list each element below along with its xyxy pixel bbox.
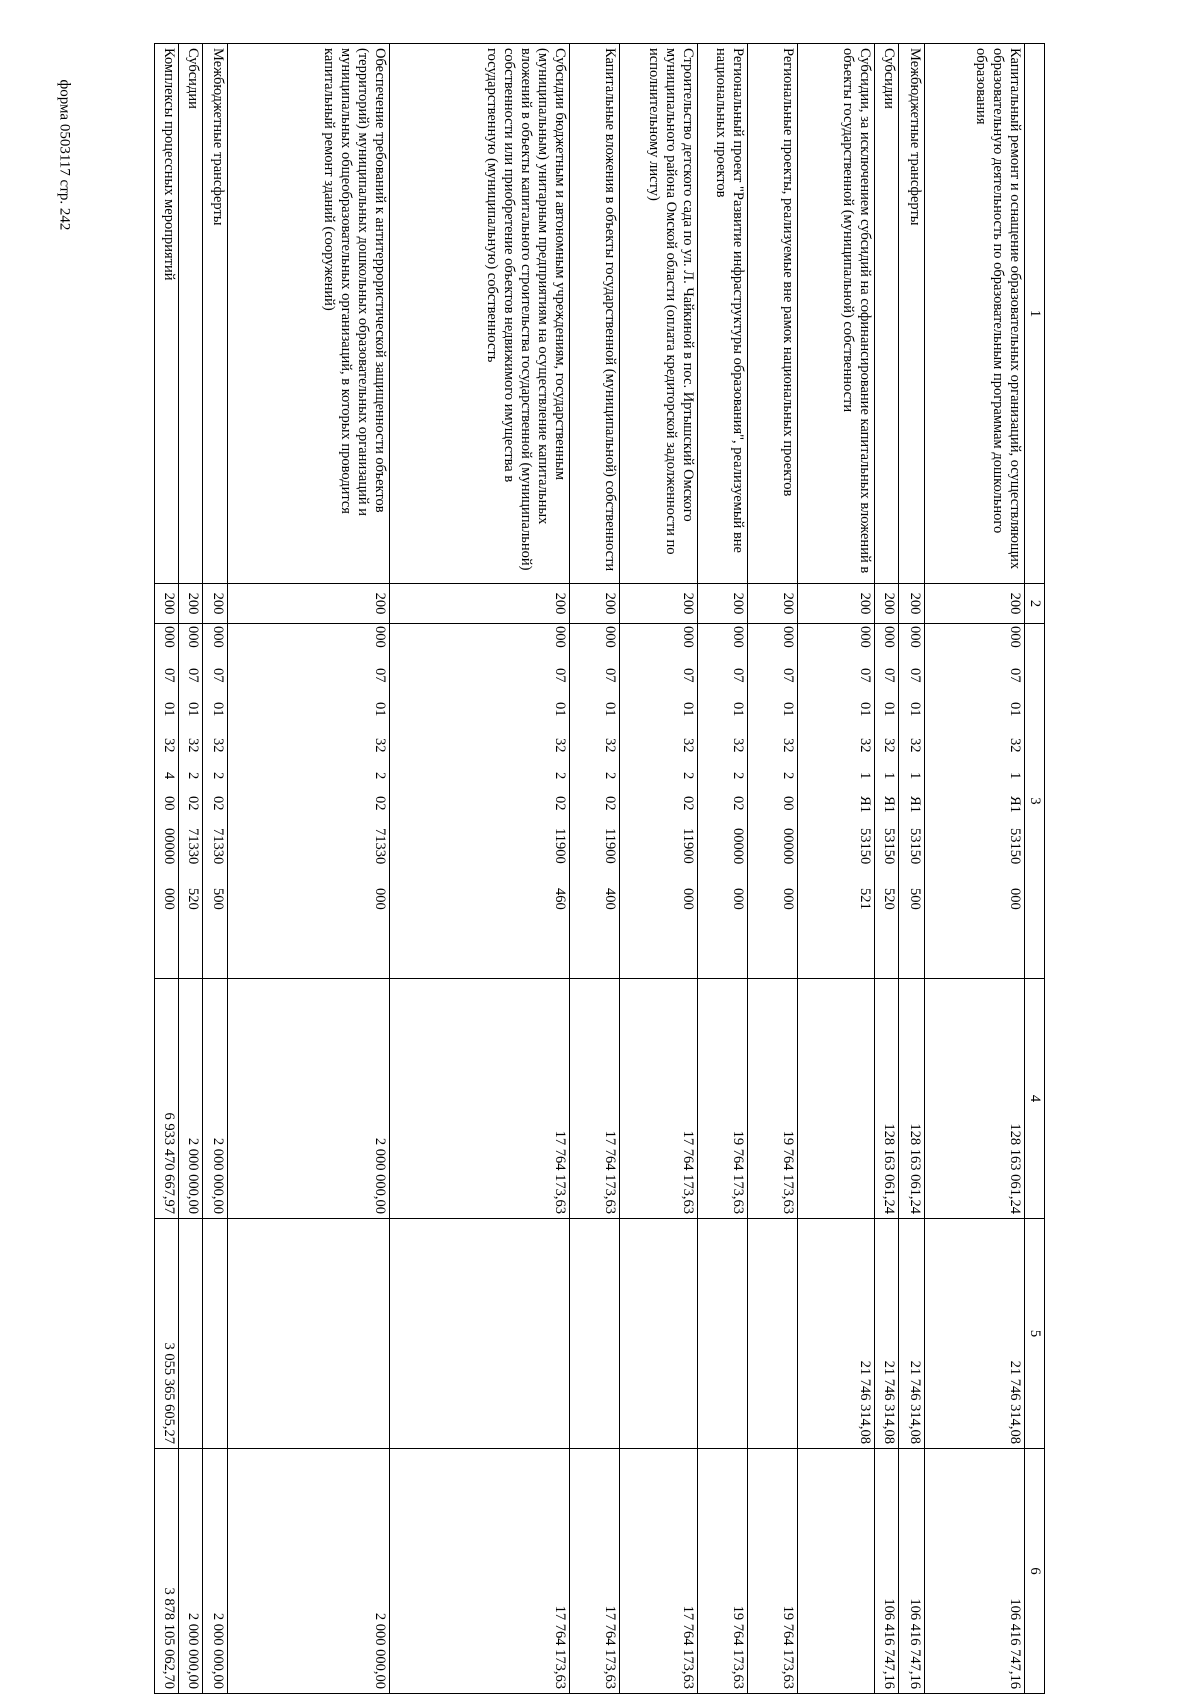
column-number-2: 2: [1025, 584, 1045, 624]
code-segment: 07: [602, 668, 618, 683]
code-segment: 1: [1007, 772, 1023, 780]
unexecuted-amount-cell: [798, 1449, 875, 1694]
table-row: [875, 44, 899, 1694]
code-segment: 32: [552, 738, 568, 753]
code-segment: 53150: [857, 828, 873, 865]
code-segment: 000: [680, 888, 696, 910]
code-segment: 000: [1007, 888, 1023, 910]
code-segment: 02: [552, 796, 568, 811]
budget-classification-code-cell: [620, 624, 698, 979]
code-segment: 00: [161, 796, 177, 811]
approved-amount-cell: [798, 979, 875, 1219]
unexecuted-amount-cell: 2 000 000,00: [228, 1449, 390, 1694]
table-row: [570, 44, 620, 1694]
code-segment: 000: [372, 888, 388, 910]
table-row: [155, 44, 179, 1694]
code-segment: 000: [881, 626, 897, 648]
code-segment: 01: [372, 702, 388, 717]
line-code-cell: 200: [875, 584, 899, 624]
code-segment: 2: [185, 772, 201, 780]
executed-amount-cell: [620, 1219, 698, 1449]
code-segment: 2: [730, 772, 746, 780]
budget-classification-code-cell: [748, 624, 798, 979]
line-code-cell: 200: [155, 584, 179, 624]
approved-amount-cell: 2 000 000,00: [179, 979, 203, 1219]
approved-amount-cell: 2 000 000,00: [203, 979, 228, 1219]
approved-amount-cell: 19 764 173,63: [698, 979, 748, 1219]
indicator-name-cell: Капитальные вложения в объекты государственной (муниципальной) собственности: [570, 44, 620, 584]
code-segment: 02: [210, 796, 226, 811]
executed-amount-cell: 21 746 314,08: [899, 1219, 925, 1449]
code-segment: 000: [602, 626, 618, 648]
code-segment: 07: [552, 668, 568, 683]
indicator-name-cell: Межбюджетные трансферты: [899, 44, 925, 584]
executed-amount-cell: [570, 1219, 620, 1449]
code-segment: 32: [372, 738, 388, 753]
table-row: [798, 44, 875, 1694]
approved-amount-cell: 128 163 061,24: [925, 979, 1025, 1219]
unexecuted-amount-cell: 2 000 000,00: [179, 1449, 203, 1694]
indicator-name-cell: Субсидии: [875, 44, 899, 584]
executed-amount-cell: [203, 1219, 228, 1449]
code-segment: 71330: [185, 828, 201, 865]
approved-amount-cell: 17 764 173,63: [620, 979, 698, 1219]
code-segment: 32: [1007, 738, 1023, 753]
indicator-name-cell: Субсидии бюджетным и автономным учреждениям, государственным (муниципальным) унитарным предприятиям на осуществление капитальных вложений в объекты капитального строительства государственной (муниципальной) собственности или приобретение объектов недвижимого имущества в государственную (муниципальную) собственность: [390, 44, 570, 584]
budget-classification-code-cell: [875, 624, 899, 979]
unexecuted-amount-cell: 2 000 000,00: [203, 1449, 228, 1694]
indicator-name-cell: Региональный проект "Развитие инфраструктуры образования", реализуемый вне национальных проектов: [698, 44, 748, 584]
executed-amount-cell: 21 746 314,08: [798, 1219, 875, 1449]
column-number-5: 5: [1025, 1219, 1045, 1449]
budget-classification-code-cell: [698, 624, 748, 979]
code-segment: 01: [1007, 702, 1023, 717]
line-code-cell: 200: [798, 584, 875, 624]
code-segment: 000: [210, 626, 226, 648]
code-segment: 02: [372, 796, 388, 811]
code-segment: 000: [552, 626, 568, 648]
code-segment: 53150: [1007, 828, 1023, 865]
line-code-cell: 200: [748, 584, 798, 624]
code-segment: 32: [161, 738, 177, 753]
code-segment: 1: [907, 772, 923, 780]
budget-execution-table: [154, 43, 1045, 1694]
code-segment: 32: [907, 738, 923, 753]
code-segment: Я1: [881, 796, 897, 813]
line-code-cell: 200: [899, 584, 925, 624]
form-header: [52, 50, 76, 260]
code-segment: 07: [1007, 668, 1023, 683]
code-segment: 2: [680, 772, 696, 780]
executed-amount-cell: [390, 1219, 570, 1449]
code-segment: 000: [680, 626, 696, 648]
unexecuted-amount-cell: 106 416 747,16: [899, 1449, 925, 1694]
approved-amount-cell: 19 764 173,63: [748, 979, 798, 1219]
approved-amount-cell: 2 000 000,00: [228, 979, 390, 1219]
line-code-cell: 200: [179, 584, 203, 624]
line-code-cell: 200: [570, 584, 620, 624]
code-segment: 000: [907, 626, 923, 648]
code-segment: 000: [730, 626, 746, 648]
code-segment: 01: [780, 702, 796, 717]
code-segment: 07: [857, 668, 873, 683]
code-segment: 000: [1007, 626, 1023, 648]
code-segment: 32: [210, 738, 226, 753]
code-segment: 521: [857, 888, 873, 910]
code-segment: Я1: [857, 796, 873, 813]
code-segment: 2: [602, 772, 618, 780]
code-segment: 000: [780, 626, 796, 648]
rotated-table-container: [110, 43, 1045, 1693]
code-segment: 01: [602, 702, 618, 717]
code-segment: 2: [780, 772, 796, 780]
approved-amount-cell: 128 163 061,24: [899, 979, 925, 1219]
budget-classification-code-cell: [899, 624, 925, 979]
column-number-6: 6: [1025, 1449, 1045, 1694]
indicator-name-cell: Комплексы процессных мероприятий: [155, 44, 179, 584]
code-segment: 400: [602, 888, 618, 910]
code-segment: 01: [210, 702, 226, 717]
column-number-1: 1: [1025, 44, 1045, 584]
code-segment: 000: [185, 626, 201, 648]
line-code-cell: 200: [698, 584, 748, 624]
code-segment: 71330: [210, 828, 226, 865]
executed-amount-cell: 3 055 365 605,27: [155, 1219, 179, 1449]
code-segment: 500: [907, 888, 923, 910]
code-segment: 2: [552, 772, 568, 780]
code-segment: 01: [730, 702, 746, 717]
budget-classification-code-cell: [155, 624, 179, 979]
budget-classification-code-cell: [925, 624, 1025, 979]
code-segment: 11900: [602, 828, 618, 864]
code-segment: 000: [372, 626, 388, 648]
approved-amount-cell: 17 764 173,63: [390, 979, 570, 1219]
code-segment: 1: [881, 772, 897, 780]
code-segment: 32: [881, 738, 897, 753]
code-segment: 000: [161, 888, 177, 910]
indicator-name-cell: Строительство детского сада по ул. Л. Чайкиной в пос. Иртышский Омского муниципального района Омской области (оплата кредиторской задолженности по исполнительному листу): [620, 44, 698, 584]
unexecuted-amount-cell: 19 764 173,63: [698, 1449, 748, 1694]
approved-amount-cell: 6 933 470 667,97: [155, 979, 179, 1219]
code-segment: 07: [185, 668, 201, 683]
table-row: [203, 44, 228, 1694]
code-segment: 02: [730, 796, 746, 811]
code-segment: 000: [780, 888, 796, 910]
executed-amount-cell: [179, 1219, 203, 1449]
executed-amount-cell: [228, 1219, 390, 1449]
code-segment: 07: [907, 668, 923, 683]
code-segment: 01: [185, 702, 201, 717]
code-segment: 4: [161, 772, 177, 780]
unexecuted-amount-cell: 106 416 747,16: [875, 1449, 899, 1694]
line-code-cell: 200: [390, 584, 570, 624]
column-number-row: [1025, 44, 1045, 1694]
code-segment: 01: [881, 702, 897, 717]
code-segment: 53150: [881, 828, 897, 865]
line-code-cell: 200: [228, 584, 390, 624]
indicator-name-cell: Капитальный ремонт и оснащение образовательных организаций, осуществляющих образовательную деятельность по образовательным программам дошкольного образования: [925, 44, 1025, 584]
code-segment: 2: [372, 772, 388, 780]
code-segment: 07: [730, 668, 746, 683]
code-segment: 01: [161, 702, 177, 717]
indicator-name-cell: Региональные проекты, реализуемые вне рамок национальных проектов: [748, 44, 798, 584]
code-segment: 2: [210, 772, 226, 780]
code-segment: 000: [161, 626, 177, 648]
budget-classification-code-cell: [179, 624, 203, 979]
code-segment: 00: [780, 796, 796, 811]
approved-amount-cell: 128 163 061,24: [875, 979, 899, 1219]
code-segment: 07: [780, 668, 796, 683]
code-segment: 07: [210, 668, 226, 683]
budget-classification-code-cell: [203, 624, 228, 979]
table-row: [179, 44, 203, 1694]
unexecuted-amount-cell: 17 764 173,63: [570, 1449, 620, 1694]
indicator-name-cell: Субсидии, за исключением субсидий на софинансирование капитальных вложений в объекты государственной (муниципальной) собственности: [798, 44, 875, 584]
table-row: [748, 44, 798, 1694]
table-row: [698, 44, 748, 1694]
code-segment: 07: [881, 668, 897, 683]
line-code-cell: 200: [925, 584, 1025, 624]
executed-amount-cell: 21 746 314,08: [925, 1219, 1025, 1449]
form-number-text: форма 0503117 стр. 242: [56, 79, 73, 231]
code-segment: 00000: [161, 828, 177, 865]
code-segment: 71330: [372, 828, 388, 865]
column-number-3: 3: [1025, 624, 1045, 979]
unexecuted-amount-cell: 106 416 747,16: [925, 1449, 1025, 1694]
code-segment: 000: [857, 626, 873, 648]
table-row: [228, 44, 390, 1694]
budget-classification-code-cell: [570, 624, 620, 979]
table-row: [899, 44, 925, 1694]
code-segment: 07: [161, 668, 177, 683]
budget-classification-code-cell: [228, 624, 390, 979]
code-segment: 32: [680, 738, 696, 753]
code-segment: 07: [372, 668, 388, 683]
code-segment: 520: [881, 888, 897, 910]
line-code-cell: 200: [203, 584, 228, 624]
code-segment: 32: [602, 738, 618, 753]
executed-amount-cell: [748, 1219, 798, 1449]
code-segment: 11900: [680, 828, 696, 864]
code-segment: 07: [680, 668, 696, 683]
executed-amount-cell: [698, 1219, 748, 1449]
code-segment: 01: [680, 702, 696, 717]
code-segment: 32: [780, 738, 796, 753]
column-number-4: 4: [1025, 979, 1045, 1219]
unexecuted-amount-cell: 17 764 173,63: [390, 1449, 570, 1694]
code-segment: 53150: [907, 828, 923, 865]
code-segment: 500: [210, 888, 226, 910]
table-body: [155, 44, 1025, 1694]
code-segment: 32: [185, 738, 201, 753]
approved-amount-cell: 17 764 173,63: [570, 979, 620, 1219]
code-segment: 00000: [780, 828, 796, 865]
table-row: [925, 44, 1025, 1694]
code-segment: 02: [185, 796, 201, 811]
unexecuted-amount-cell: 19 764 173,63: [748, 1449, 798, 1694]
code-segment: 11900: [552, 828, 568, 864]
code-segment: 1: [857, 772, 873, 780]
code-segment: 32: [730, 738, 746, 753]
code-segment: 32: [857, 738, 873, 753]
budget-classification-code-cell: [390, 624, 570, 979]
table-row: [620, 44, 698, 1694]
line-code-cell: 200: [620, 584, 698, 624]
indicator-name-cell: Обеспечение требований к антитеррористической защищенности объектов (территорий) муниципальных дошкольных образовательных организаций и муниципальных общеобразовательных организаций, в которых проводится капитальный ремонт зданий (сооружений): [228, 44, 390, 584]
unexecuted-amount-cell: 17 764 173,63: [620, 1449, 698, 1694]
code-segment: 02: [602, 796, 618, 811]
code-segment: Я1: [907, 796, 923, 813]
table-row: [390, 44, 570, 1694]
indicator-name-cell: Межбюджетные трансферты: [203, 44, 228, 584]
code-segment: 02: [680, 796, 696, 811]
code-segment: 000: [730, 888, 746, 910]
unexecuted-amount-cell: 3 878 105 062,70: [155, 1449, 179, 1694]
code-segment: Я1: [1007, 796, 1023, 813]
executed-amount-cell: 21 746 314,08: [875, 1219, 899, 1449]
code-segment: 01: [907, 702, 923, 717]
budget-classification-code-cell: [798, 624, 875, 979]
code-segment: 01: [552, 702, 568, 717]
code-segment: 01: [857, 702, 873, 717]
indicator-name-cell: Субсидии: [179, 44, 203, 584]
code-segment: 460: [552, 888, 568, 910]
code-segment: 00000: [730, 828, 746, 865]
code-segment: 520: [185, 888, 201, 910]
